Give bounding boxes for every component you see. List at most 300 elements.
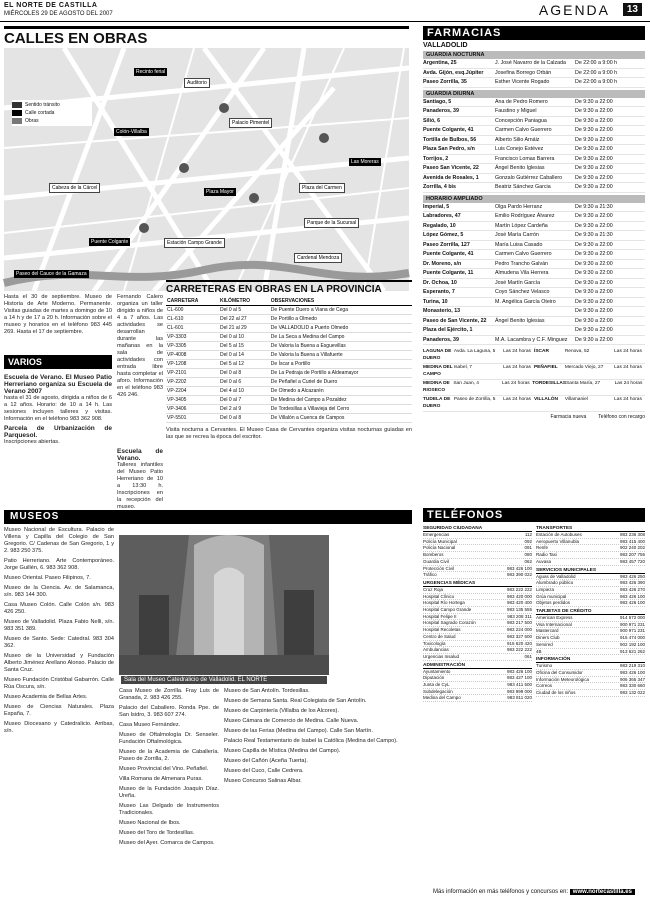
telefono-row (423, 532, 532, 539)
museum-entry: Museo de las Ferias (Medina del Campo). Calle San Martín. (224, 728, 373, 734)
varios-heading: VARIOS (4, 355, 112, 369)
telefono-name: Centro de Salud (423, 633, 456, 639)
roadworks-cell: Del 0 al 14 (219, 351, 270, 360)
telefono-name: Diputación (423, 675, 445, 681)
roadworks-cell: De Medina del Campo a Pozaldez (270, 396, 412, 405)
telefono-number: 983 426 100 (619, 593, 645, 599)
telefono-row (536, 642, 645, 649)
map-label: Puente Colgante (91, 239, 129, 245)
museum-entry: Museo del Ayer. Comarca de Campos. (119, 840, 215, 846)
telefono-name: Renfe (536, 545, 549, 551)
telefono-number: 983 390 022 (506, 572, 532, 578)
farmacia-owner: Carmen Calvo Guerrero (495, 251, 552, 257)
farmacia-hours: De 9:30 a 22:00 (575, 270, 613, 276)
telefono-number: 983 135 555 (506, 607, 532, 613)
farmacia-section-head: GUARDIA DIURNA (423, 90, 645, 98)
farmacia-address: Tortilla de Bulbos, 56 (423, 136, 477, 143)
publication-date: MIÉRCOLES 29 DE AGOSTO DEL 2007 (4, 11, 113, 17)
farmacia-hours: De 9:30 a 22:00 (575, 117, 613, 124)
roadworks-cell: VP-2101 (166, 369, 219, 378)
farmacia-address: Silió, 6 (423, 117, 441, 124)
farmacia-address: Paseo de San Vicente, 22 (423, 317, 487, 324)
telefono-name: Hospital Campo Grande (423, 607, 472, 613)
map-label: Plaza del Carmen (299, 183, 345, 193)
farmacia-hours: De 22:00 a 9:00 h (575, 79, 618, 85)
museum-entry: Palacio del Caballero. Ronda Ppe. de San Isidro, 3. 983 607 274. (119, 705, 219, 718)
roadworks-cell: VP-2204 (166, 387, 219, 396)
telefono-row (423, 594, 532, 601)
roadworks-row (166, 342, 412, 351)
telefono-group-head: TARJETAS DE CRÉDITO (536, 609, 645, 615)
legend-new: Farmacia nueva (550, 414, 587, 420)
telefono-number: 983 427 100 (506, 675, 532, 681)
farmacia-row (423, 183, 645, 193)
telefono-number: 983 426 100 (619, 669, 645, 675)
telefono-number: 915 474 000 (619, 635, 645, 641)
telefono-name: Turismo (536, 663, 553, 669)
telefono-name: Aeropuerto Villanubla (536, 538, 579, 544)
museum-entry: Museo de San Antolín. Tordesillas. (224, 688, 310, 694)
farmacia-owner: Concepción Paniagua (495, 117, 547, 124)
farmacia-row (423, 212, 645, 222)
telefono-group-head: URGENCIAS MÉDICAS (423, 581, 532, 587)
legend-phone: Teléfono con recargo (598, 414, 645, 420)
telefono-number: 983 236 308 (619, 532, 645, 537)
museum-entry: Museo del Toro de Tordesillas. (119, 830, 195, 836)
farmacia-owner: Esther Vicente Rogado (495, 79, 550, 85)
farmacia-hours: De 9:30 a 21:30 (575, 203, 613, 210)
telefono-number: 983 426 270 (619, 586, 645, 592)
works-icon (12, 118, 22, 124)
farmacia-address: Regalado, 10 (423, 222, 456, 229)
telefono-group-head: SEGURIDAD CIUDADANA (423, 526, 532, 532)
roadworks-cell: Del 22 al 27 (219, 315, 270, 324)
roadworks-row (166, 333, 412, 342)
farmacia-owner: Ana de Pedro Romero (495, 98, 548, 105)
telefonos-col2 (536, 524, 645, 702)
roadworks-cell: Del 5 al 15 (219, 342, 270, 351)
farmacia-address: Puente Colgante, 11 (423, 270, 474, 276)
farmacia-hours: De 9:30 a 22:00 (575, 174, 613, 181)
street-works-map (4, 48, 409, 291)
farmacia-hours: De 9:30 a 22:00 (575, 155, 613, 162)
telefono-number: 112 (524, 532, 532, 537)
roadworks-cell: De La Pedraja de Portillo a Aldeamayor (270, 369, 412, 378)
roadworks-note: Visita nocturna a Cervantes. El Museo Casa de Cervantes organiza visitas nocturnas guiadas en las que se recrea la época del escritor. (166, 427, 412, 440)
farmacia-hours: De 9:30 a 22:00 (575, 279, 613, 286)
roadworks-cell: De La Seca a Medina del Campo (270, 333, 412, 342)
telefono-number: 983 426 100 (619, 600, 645, 606)
museum-entry: Museo del Cuco, Calle Cedrera. (224, 768, 304, 774)
farmacia-owner: Luis Conejo Estévez (495, 146, 544, 152)
telefono-name: Ciudad de los niños (536, 690, 576, 696)
farmacia-hours: De 9:30 a 22:00 (575, 298, 613, 305)
telefono-row (423, 620, 532, 627)
roadworks-cell: VP-1208 (166, 360, 219, 369)
telefono-name: Alumbrado público (536, 580, 574, 586)
page-number: 13 (623, 3, 642, 16)
telefono-number: 983 224 000 (506, 627, 532, 633)
farmacia-hours: De 9:30 a 22:00 (575, 165, 613, 171)
telefono-row (536, 628, 645, 635)
telefono-name: Mastercard (536, 628, 559, 634)
telefono-name: Subdelegación (423, 688, 453, 694)
museum-entry: Casa Museo Fernández. (119, 722, 181, 728)
telefono-name: Hospital Felipe II (423, 613, 457, 619)
telefono-number: 983 420 000 (506, 593, 532, 599)
museum-entry: Patio Herreriano. Arte Contemporáneo. Jorge Guillén, 6. 983 362 908. (4, 558, 114, 571)
telefono-row (536, 580, 645, 587)
roadworks-cell: Del 0 al 10 (219, 333, 270, 342)
footer-url[interactable]: www.nortecastilla.es (570, 889, 635, 895)
telefono-row (423, 682, 532, 689)
farmacia-row (423, 117, 645, 127)
legend-item: Obras (12, 118, 92, 124)
telefono-name: Guardia Civil (423, 558, 449, 564)
farmacia-row (423, 298, 645, 308)
farmacia-row (423, 59, 645, 69)
telefono-row (423, 566, 532, 573)
telefono-number: 983 811 020 (507, 695, 532, 701)
roadworks-title: CARRETERAS EN OBRAS EN LA PROVINCIA (166, 280, 412, 295)
telefono-row (536, 635, 645, 642)
telefono-row (536, 532, 645, 539)
farmacia-owner (495, 308, 575, 315)
telefono-row (423, 545, 532, 552)
farmacia-section-head: HORARIO AMPLIADO (423, 195, 645, 203)
farmacia-row (423, 203, 645, 213)
roadworks-row (166, 315, 412, 324)
middle-note (117, 446, 163, 510)
telefono-group-head: TRANSPORTES (536, 526, 645, 532)
telefono-row (423, 587, 532, 594)
roadworks-row (166, 351, 412, 360)
provincia-cell: LAGUNA DE DUERO (423, 349, 452, 361)
provincia-cell: TUDELA DE DUERO (423, 397, 451, 409)
roadworks-row (166, 414, 412, 423)
museum-entry: Museo de la Academia de Caballería. Paseo de Zorrilla, 2. (119, 749, 219, 762)
farmacia-owner: M.A. Lacambra y C.F. Minguez (495, 336, 568, 343)
farmacia-owner: José Martín García (495, 279, 541, 286)
farmacia-address: Paseo San Vicente, 22 (423, 165, 479, 171)
map-label: Estación Campo Grande (164, 238, 225, 248)
farmacia-address: Monasterio, 13 (423, 308, 461, 314)
roadworks-row (166, 360, 412, 369)
farmacia-owner: Coyo Sánchez Velasco (495, 289, 550, 295)
provincia-cell: Las 24 horas (503, 365, 531, 370)
roadworks-row (166, 378, 412, 387)
provincia-row (423, 348, 645, 364)
telefono-number: 983 217 500 (506, 620, 532, 626)
telefono-row (536, 677, 645, 684)
farmacia-row (423, 155, 645, 165)
telefono-name: Aguas de Valladolid (536, 573, 576, 579)
telefono-row (423, 559, 532, 566)
roadworks-cell: De Portillo a Olmedo (270, 315, 412, 324)
map-label: Palacio Pimentel (229, 118, 272, 128)
telefono-name: Hospital Río Hortega (423, 600, 465, 606)
farmacia-owner (495, 327, 575, 334)
farmacia-hours: De 9:30 a 22:00 (575, 222, 613, 229)
telefono-name: American Express (536, 615, 573, 621)
telefono-name: Hospital Clínico (423, 593, 455, 599)
provincia-cell: PEÑAFIEL (533, 365, 558, 370)
provincia-cell: MEDINA DE RIOSECO (423, 381, 450, 393)
telefono-number: 091 (524, 545, 532, 551)
roadworks-header: CARRETERA (166, 297, 219, 306)
telefono-name: Grúa municipal (536, 593, 567, 599)
map-legend (12, 100, 92, 126)
museum-entry: Museo de la Universidad y Fundación Alberto Jiménez Arellano Alonso. Palacio de Santa Cruz. (4, 653, 114, 673)
roadworks-header: KILÓMETRO (219, 297, 270, 306)
arrow-icon (12, 102, 22, 108)
farmacia-owner: Josefina Borrego Orbán (495, 69, 552, 76)
museum-entry: Museo Las Delgado de Instrumentos Tradicionales. (119, 803, 219, 816)
telefono-name: Bomberos (423, 552, 444, 558)
farmacia-row (423, 98, 645, 108)
map-label: Auditorio (184, 78, 210, 88)
roadworks-cell: De Tordesillas a Villavieja del Cerro (270, 405, 412, 414)
provincia-cell: Mercado Viejo, 27 (564, 365, 604, 370)
roadworks-table (166, 297, 412, 423)
provincia-cell: Las 24 horas (503, 349, 531, 354)
roadworks-cell: VP-5501 (166, 414, 219, 423)
telefono-name: Información Meteorológica (536, 676, 590, 682)
provincia-cell: Villamaniel (564, 397, 588, 402)
telefono-row (423, 675, 532, 682)
museum-entry: Casa Museo de Zorrilla. Fray Luis de Granada, 2. 983 426 255. (119, 688, 219, 701)
provincia-cell: Santa María, 27 (566, 381, 601, 386)
telefono-row (536, 622, 645, 629)
map-label: Recinto ferial (136, 69, 166, 75)
museum-entry: Museo Nacional de Ibos. (119, 820, 181, 826)
museos-heading: MUSEOS (4, 510, 412, 524)
museum-entry: Museo Concurso Salinas Albar. (224, 778, 302, 784)
farmacia-owner: Almudena Vila Herrera (495, 270, 549, 276)
roadworks-cell: De Valoria la Buena a Esguevillas (270, 342, 412, 351)
roadworks-cell: CL-600 (166, 306, 219, 315)
farmacia-hours: De 9:30 a 22:00 (575, 317, 613, 324)
farmacia-owner: Pedro Trancho Galván (495, 260, 548, 267)
telefono-row (423, 634, 532, 641)
telefono-name: Hospital Recoletas (423, 627, 461, 633)
telefono-name: Objetos perdidos (536, 600, 571, 606)
telefono-group-head: ADMINISTRACIÓN (423, 663, 532, 669)
museum-entry: Museo de Semana Santa. Real Colegiata de San Antolín. (224, 698, 367, 704)
roadworks-cell: Del 4 al 10 (219, 387, 270, 396)
telefono-row (536, 670, 645, 677)
farmacia-row (423, 164, 645, 174)
section-title: AGENDA (538, 2, 610, 18)
museum-entry: Museo del Cañón (Aceña Tuerta). (224, 758, 308, 764)
telefono-number: 913 621 262 (619, 648, 645, 654)
farmacia-row (423, 78, 645, 88)
museum-entry: Museo de Valladolid. Plaza Fabio Nelli, s/n. 983 351 389. (4, 619, 114, 632)
telefono-name: Radio Taxi (536, 552, 557, 558)
telefono-row (536, 690, 645, 697)
telefono-row (536, 649, 645, 656)
middle-text: Fernando Calero organiza un taller dirigido a niños de 4 a 7 años. Las actividades se desarrollan durante las mañanas en la sala de actividades con entrada libre hasta completar el aforo. Información en el teléfono 983 426 246. (117, 294, 163, 398)
telefono-row (423, 695, 532, 702)
farmacia-owner: Emilio Rodríguez Álvarez (495, 213, 555, 219)
telefonos-col1 (423, 524, 532, 702)
farmacia-row (423, 231, 645, 241)
telefono-name: Urgencias Insalud (423, 653, 460, 659)
farmacia-row (423, 279, 645, 289)
farmacia-hours: De 9:30 a 22:00 (575, 146, 613, 152)
farmacia-address: Plaza del Ejército, 1 (423, 327, 473, 333)
footer-promo (423, 889, 645, 895)
museum-entry: Museo de Ciencias Naturales. Plaza España, 7. (4, 704, 114, 717)
provincia-cell: Las 24 horas (614, 381, 643, 386)
roadworks-cell: Del 5 al 12 (219, 360, 270, 369)
telefono-number: 983 426 100 (506, 668, 532, 674)
farmacia-row (423, 174, 645, 184)
telefono-row (423, 607, 532, 614)
telefono-row (536, 615, 645, 622)
roadworks-row (166, 306, 412, 315)
museum-entry: Museo Fundación Cristóbal Gabarrón. Calle Rúa Oscura, s/n. (4, 677, 114, 690)
telefono-number: 983 411 500 (507, 682, 532, 688)
farmacia-address: Imperial, 5 (423, 203, 450, 210)
provincia-cell: ÍSCAR (533, 349, 549, 354)
map-label: Las Moreras (351, 159, 379, 165)
roadworks-cell: Del 0 al 5 (219, 306, 270, 315)
telefono-name: Medina del Campo (423, 695, 461, 701)
telefono-name: Hospital Sagrado Corazón (423, 620, 476, 626)
roadworks-cell: VP-2202 (166, 378, 219, 387)
provincia-cell: Avda. La Laguna, 5 (453, 349, 496, 354)
telefono-number: 062 (524, 558, 532, 564)
farmacia-row (423, 317, 645, 327)
telefono-number: 983 330 660 (619, 683, 645, 689)
telefono-number: 914 572 000 (619, 615, 645, 621)
legend-item: Calle cortada (12, 110, 92, 116)
farmacia-hours: De 9:30 a 22:00 (575, 213, 613, 219)
farmacia-row (423, 136, 645, 146)
farmacia-address: Dr. Ochoa, 10 (423, 279, 457, 286)
farmacia-hours: De 22:00 a 9:00 h (575, 60, 618, 66)
telefono-name: Policía Nacional (423, 545, 456, 551)
farmacia-address: Panaderos, 39 (423, 336, 459, 343)
roadworks-cell: Del 0 al 8 (219, 414, 270, 423)
roadworks-cell: De Puente Duero a Viana de Cega (270, 306, 412, 315)
farmacia-section-head: GUARDIA NOCTURNA (423, 51, 645, 59)
telefono-row (423, 641, 532, 648)
farmacia-hours: De 9:30 a 22:00 (575, 127, 613, 133)
farmacia-address: Plaza San Pedro, s/n (423, 146, 475, 152)
telefono-name: Junta de CyL (423, 682, 450, 688)
telefono-row (423, 654, 532, 661)
map-label: Cardenal Mendoza (294, 253, 342, 263)
museos-col1 (4, 527, 114, 895)
telefono-number: 983 222 222 (506, 586, 532, 592)
telefono-name: Visa Internacional (536, 621, 572, 627)
farmacia-owner: Carmen Calvo Guerrero (495, 127, 552, 133)
roadworks-cell: De VALLADOLID a Puerto Olmedo (270, 324, 412, 333)
telefono-name: Oficina del Consumidor (536, 669, 583, 675)
farmacia-owner: Gonzalo Gutiérrez Caballero (495, 174, 563, 181)
provincia-row (423, 396, 645, 412)
telefono-name: Correos (536, 683, 553, 689)
roadworks-cell: Del 2 al 9 (219, 405, 270, 414)
farmacia-owner: M. Angélica García Oteiro (495, 298, 556, 305)
farmacias-section (423, 26, 645, 420)
telefono-row (536, 539, 645, 546)
map-label: Cabeza de la Cárcel (49, 183, 100, 193)
museum-entry: Villa Romana de Almenara Puras. (119, 776, 203, 782)
roadworks-cell: Del 0 al 6 (219, 378, 270, 387)
museum-entry: Museo Academia de Bellas Artes. (4, 694, 88, 700)
farmacia-row (423, 69, 645, 79)
farmacia-address: Avda. Gijón, esq.Júpiter (423, 69, 484, 76)
telefono-number: 906 365 347 (619, 676, 645, 682)
farmacia-row (423, 288, 645, 298)
provincia-cell: Las 24 horas (501, 381, 530, 386)
farmacia-owner: Ángel Benito Iglesias (495, 317, 545, 324)
telefono-number: 983 222 222 (506, 647, 532, 653)
telefono-row (536, 574, 645, 581)
museum-entry: Museo Diocesano y Catedralicio. Arribas, s/n. (4, 721, 114, 734)
telefono-number: 983 457 720 (619, 558, 645, 564)
farmacia-owner: Beatriz Sánchez Garcia (495, 184, 551, 190)
provincia-row (423, 380, 645, 396)
farmacia-owner: J. José Navarro de la Calzada (495, 60, 566, 66)
telefono-number: 983 327 600 (506, 633, 532, 639)
farmacia-owner: José María Carrón (495, 232, 539, 238)
telefono-row (536, 683, 645, 690)
farmacias-legend (423, 414, 645, 420)
telefono-group-head: INFORMACIÓN (536, 657, 645, 663)
telefonos-title: TELÉFONOS (423, 508, 645, 522)
museum-entry: Palacio Real Testamentario de Isabel la Católica (Medina del Campo). (224, 738, 398, 744)
farmacia-row (423, 269, 645, 279)
map-label: Colón-Villalba (116, 129, 147, 135)
roadworks-cell: VP-3405 (166, 396, 219, 405)
farmacia-hours: De 9:30 a 22:00 (575, 327, 613, 333)
farmacia-owner: Faustino y Miguel (495, 108, 537, 114)
roadworks-cell: Del 0 al 7 (219, 396, 270, 405)
museum-entry: Casa Museo Colón. Calle Colón s/n. 983 426 250. (4, 602, 114, 615)
farmacia-owner: María Luisa Casado (495, 241, 543, 248)
roadworks-cell: Del 0 al 8 (219, 369, 270, 378)
telefono-row (423, 669, 532, 676)
telefono-row (423, 552, 532, 559)
telefono-number: 061 (524, 653, 532, 659)
farmacia-address: Puente Colgante, 41 (423, 127, 474, 133)
roadworks-cell: VP-3305 (166, 342, 219, 351)
telefono-row (423, 647, 532, 654)
provincia-cell: San Juan, 4 (453, 381, 479, 386)
farmacia-address: Paseo Zorrilla, 35 (423, 79, 467, 85)
museos-col2 (119, 688, 219, 895)
farmacia-row (423, 107, 645, 117)
farmacia-row (423, 336, 645, 346)
telefono-name: 4B (536, 648, 542, 654)
roadworks-cell: De Peñafiel a Curiel de Duero (270, 378, 412, 387)
telefono-name: Diners Club (536, 635, 560, 641)
museum-entry: Museo Oriental. Paseo Filipinos, 7. (4, 575, 91, 581)
telefono-row (423, 627, 532, 634)
farmacia-address: Panaderos, 39 (423, 108, 459, 114)
page-header (0, 0, 650, 22)
telefono-row (536, 559, 645, 566)
photo-caption: Sala del Museo Catedralicio de Valladolid. EL NORTE (121, 676, 327, 684)
publication-name: EL NORTE DE CASTILLA (4, 2, 98, 9)
telefono-name: Ambulancias (423, 647, 449, 653)
farmacia-hours: De 9:30 a 22:00 (575, 136, 613, 143)
varios-item-body: Inscripciones abiertas. (4, 439, 60, 445)
